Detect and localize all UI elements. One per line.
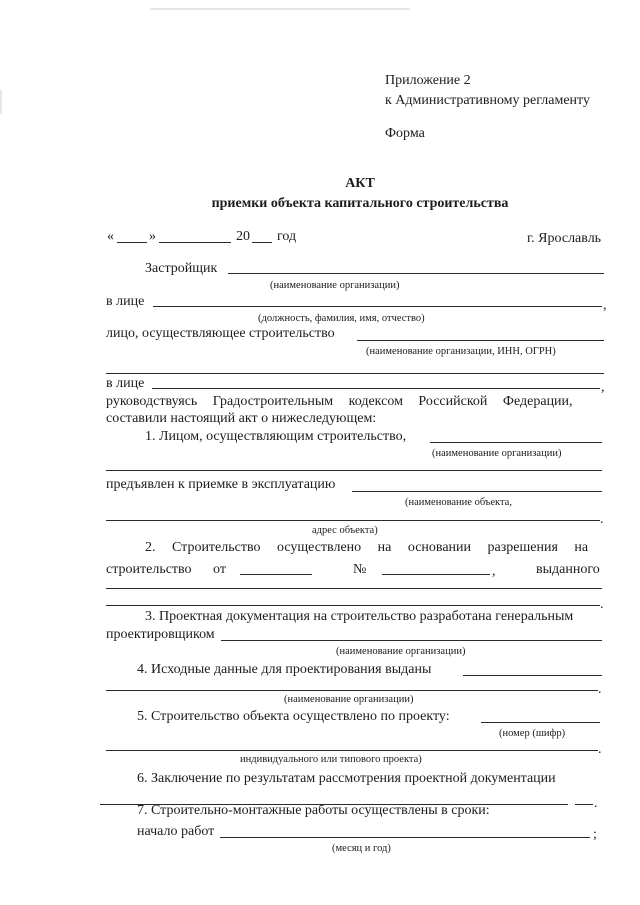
item6-text: 6. Заключение по результатам рассмотрения проектной документации	[137, 771, 556, 786]
item1-hint: (наименование организации)	[432, 448, 562, 459]
builder-hint: (наименование организации, ИНН, ОГРН)	[366, 346, 556, 357]
item2-period: .	[600, 597, 604, 612]
work-start-blank[interactable]	[220, 837, 590, 838]
item6-period: .	[594, 796, 598, 811]
document-subtitle: приемки объекта капитального строительства	[211, 196, 509, 211]
item7-semicolon: ;	[593, 827, 597, 842]
permit-issuer-blank[interactable]	[106, 588, 602, 589]
person2-comma: ,	[601, 380, 605, 395]
item3-hint: (наименование организации)	[336, 646, 466, 657]
document-title: АКТ	[345, 176, 375, 191]
item1-object-blank[interactable]	[352, 491, 602, 492]
item7-start-label: начало работ	[137, 824, 215, 839]
item1-period: .	[600, 512, 604, 527]
item2-number-sign: №	[353, 562, 367, 577]
item2-comma: ,	[492, 564, 496, 579]
item5-period: .	[598, 742, 602, 757]
item5-hint2: индивидуального или типового проекта)	[240, 754, 422, 765]
person2-blank[interactable]	[152, 388, 600, 389]
item4-period: .	[598, 682, 602, 697]
builder-label: лицо, осуществляющее строительство	[106, 326, 335, 341]
project-code-blank[interactable]	[481, 722, 600, 723]
date-quote-close: »	[149, 229, 156, 244]
item1-presented: предъявлен к приемке в эксплуатацию	[106, 477, 336, 492]
header-form: Форма	[385, 126, 425, 141]
designer-blank[interactable]	[221, 640, 602, 641]
project-type-blank[interactable]	[106, 750, 598, 751]
builder-blank-2[interactable]	[106, 373, 604, 374]
developer-blank[interactable]	[228, 273, 604, 274]
conclusion-blank-end[interactable]	[575, 804, 593, 805]
item4-hint: (наименование организации)	[284, 694, 414, 705]
item7-text: 7. Строительно-монтажные работы осуществлены в сроки:	[137, 803, 490, 818]
item5-hint: (номер (шифр)	[499, 728, 566, 739]
person-comma: ,	[603, 298, 607, 313]
permit-date-blank[interactable]	[240, 574, 312, 575]
year-blank[interactable]	[252, 242, 272, 243]
item2-line1: 2. Строительство осуществлено на основании разрешения на	[145, 540, 589, 555]
developer-hint: (наименование организации)	[270, 280, 400, 291]
item2-line2a: строительство от	[106, 562, 226, 577]
item7-hint: (месяц и год)	[332, 843, 391, 854]
item5-text: 5. Строительство объекта осуществлено по проекту:	[137, 709, 450, 724]
permit-issuer-blank-2[interactable]	[106, 605, 600, 606]
scan-artifact-top	[150, 8, 410, 10]
scan-artifact-left	[0, 90, 2, 114]
item1-blank[interactable]	[430, 442, 602, 443]
person-label: в лице	[106, 294, 145, 309]
person2-label: в лице	[106, 376, 145, 391]
initial-data-blank-2[interactable]	[106, 690, 598, 691]
item1-object-hint: (наименование объекта,	[405, 497, 512, 508]
item4-text: 4. Исходные данные для проектирования выданы	[137, 662, 432, 677]
header-appendix: Приложение 2	[385, 73, 471, 88]
initial-data-blank[interactable]	[463, 675, 602, 676]
item1-blank-2[interactable]	[106, 470, 602, 471]
year-word: год	[277, 229, 297, 244]
item1-address-blank[interactable]	[106, 520, 600, 521]
permit-number-blank[interactable]	[382, 574, 490, 575]
item1-text: 1. Лицом, осуществляющим строительство,	[145, 429, 407, 444]
day-blank[interactable]	[117, 242, 147, 243]
month-blank[interactable]	[159, 242, 231, 243]
developer-label: Застройщик	[145, 261, 218, 276]
city: г. Ярославль	[527, 231, 602, 246]
item2-line2b: выданного	[536, 562, 600, 577]
builder-blank[interactable]	[357, 340, 604, 341]
item1-address-hint: адрес объекта)	[312, 525, 378, 536]
guided-line-2: составили настоящий акт о нижеследующем:	[106, 411, 377, 426]
header-regulation: к Административному регламенту	[385, 93, 590, 108]
date-quote-open: «	[107, 229, 114, 244]
guided-line-1: руководствуясь Градостроительным кодексом Российской Федерации,	[106, 394, 573, 409]
person-blank[interactable]	[153, 306, 602, 307]
year-prefix: 20	[236, 229, 250, 244]
person-hint: (должность, фамилия, имя, отчество)	[258, 313, 425, 324]
item3-line2: проектировщиком	[106, 627, 215, 642]
item3-line1: 3. Проектная документация на строительство разработана генеральным	[145, 609, 574, 624]
